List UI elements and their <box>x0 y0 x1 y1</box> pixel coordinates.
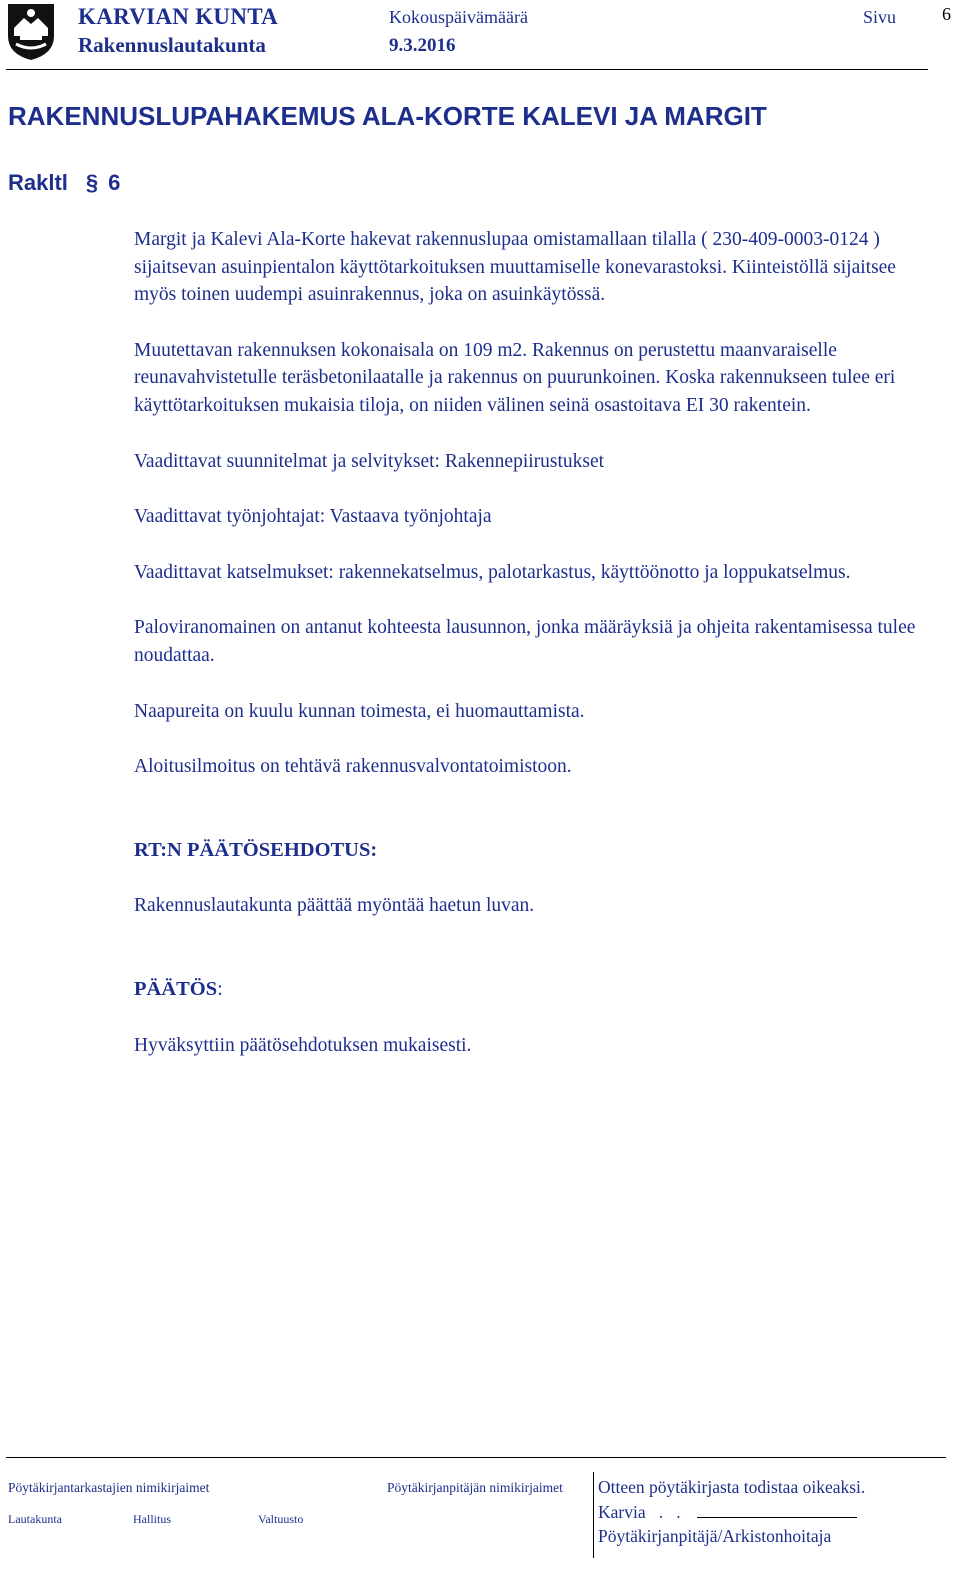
header-divider <box>6 69 928 70</box>
meeting-date-label: Kokouspäivämäärä <box>389 7 528 27</box>
footer-council-label: Valtuusto <box>258 1512 304 1526</box>
footer-board-label: Lautakunta <box>8 1512 62 1526</box>
page-number: 6 <box>942 4 951 24</box>
certification-statement: Otteen pöytäkirjasta todistaa oikeaksi. <box>598 1477 866 1497</box>
decision-text: Hyväksyttiin päätösehdotuksen mukaisesti. <box>134 1034 472 1056</box>
proposal-text: Rakennuslautakunta päättää myöntää haetun luvan. <box>134 895 535 917</box>
document-body <box>134 226 924 1059</box>
paragraph-start-notice: Aloitusilmoitus on tehtävä rakennusvalvontatoimistoon. <box>134 756 572 778</box>
decision-heading <box>134 976 924 1004</box>
section-label: Rakltl <box>8 170 68 195</box>
footer-government-label: Hallitus <box>133 1512 171 1526</box>
document-title: RAKENNUSLUPAHAKEMUS ALA-KORTE KALEVI JA MARGIT <box>8 101 767 131</box>
certification-box-border <box>593 1472 594 1558</box>
certification-place: Karvia . . <box>598 1501 681 1522</box>
organization-unit: Rakennuslautakunta <box>78 33 266 57</box>
decision-heading-colon: : <box>217 977 223 1000</box>
paragraph-neighbours: Naapureita on kuulu kunnan toimesta, ei huomauttamista. <box>134 700 585 722</box>
organization-name: KARVIAN KUNTA <box>78 4 279 29</box>
meeting-date-value: 9.3.2016 <box>389 35 456 56</box>
reviewers-initials-label: Pöytäkirjantarkastajien nimikirjaimet <box>8 1480 210 1495</box>
certification-box <box>598 1475 952 1549</box>
keeper-initials-label: Pöytäkirjanpitäjän nimikirjaimet <box>387 1480 563 1495</box>
paragraph-application: Margit ja Kalevi Ala-Korte hakevat rakennuslupaa omistamallaan tilalla ( 230-409-0003-0124 ) sijaitsevan asuinpientalon käyttötarkoituksen muuttamiselle konevarastoksi. Kiinteistöllä sijaitsee myös toinen uudempi asuinrakennus, joka on asuinkäytössä. <box>134 229 896 306</box>
paragraph-required-supervisors: Vaadittavat työnjohtajat: Vastaava työnjohtaja <box>134 506 492 528</box>
paragraph-required-inspections: Vaadittavat katselmukset: rakennekatselmus, palotarkastus, käyttöönotto ja loppukatselmus. <box>134 561 851 583</box>
certification-place-row <box>598 1500 952 1525</box>
footer-divider <box>6 1457 946 1458</box>
proposal-heading: RT:N PÄÄTÖSEHDOTUS: <box>134 838 378 861</box>
signature-line <box>697 1503 857 1518</box>
municipal-crest-icon <box>6 2 56 62</box>
paragraph-fire-authority: Paloviranomainen on antanut kohteesta lausunnon, jonka määräyksiä ja ohjeita rakentamisessa tulee noudattaa. <box>134 617 916 666</box>
paragraph-building-details: Muutettavan rakennuksen kokonaisala on 109 m2. Rakennus on perustettu maanvaraiselle reunavahvistetulle teräsbetonilaatalle ja rakennus on puurunkoinen. Koska rakennukseen tulee eri käyttötarkoituksen mukaisia tiloja, on niiden välinen seinä osastoitava EI 30 rakentein. <box>134 339 896 416</box>
section-symbol: § <box>85 170 99 195</box>
section-number: 6 <box>108 170 121 195</box>
certification-role: Pöytäkirjanpitäjä/Arkistonhoitaja <box>598 1526 832 1546</box>
paragraph-required-plans: Vaadittavat suunnitelmat ja selvitykset: Rakennepiirustukset <box>134 450 605 472</box>
decision-heading-text: PÄÄTÖS <box>134 977 218 1000</box>
section-reference <box>8 170 120 196</box>
page-label: Sivu <box>863 7 897 27</box>
